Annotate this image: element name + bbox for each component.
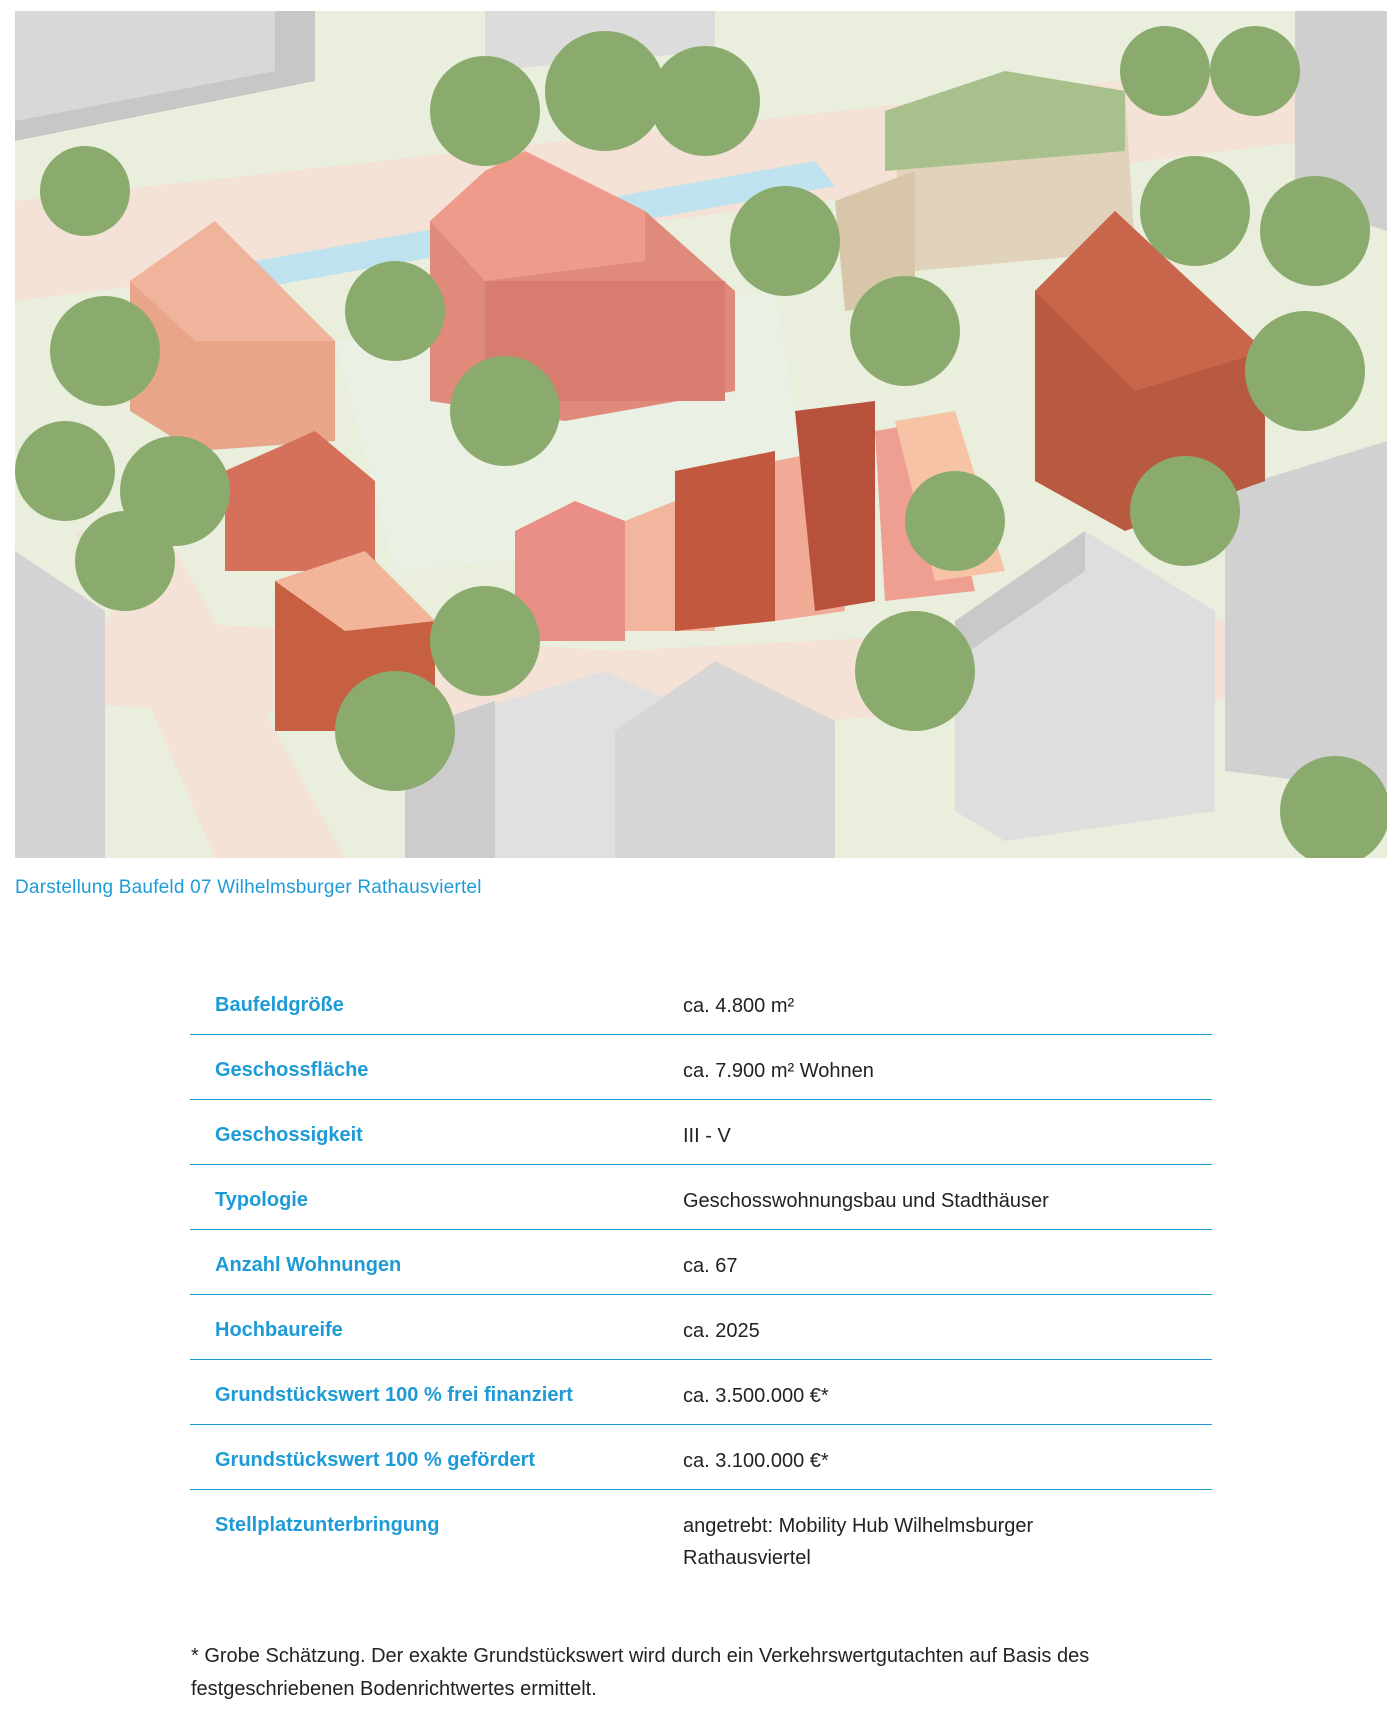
illustration-svg: [15, 11, 1387, 858]
table-row: [190, 1035, 1212, 1100]
footnote: * Grobe Schätzung. Der exakte Grundstückswert wird durch ein Verkehrswertgutachten auf Basis des festgeschriebenen Bodenrichtwertes ermittelt.: [191, 1645, 1090, 1700]
fact-value: ca. 67: [683, 1255, 738, 1277]
table-row: [190, 1165, 1212, 1230]
fact-label: Hochbaureife: [215, 1319, 343, 1341]
fact-label: Typologie: [215, 1189, 308, 1211]
aerial-illustration: [15, 11, 1387, 858]
fact-value: III - V: [683, 1125, 731, 1147]
figure-caption: Darstellung Baufeld 07 Wilhelmsburger Rathausviertel: [15, 877, 482, 898]
fact-value: angetrebt: Mobility Hub Wilhelmsburger Rathausviertel: [683, 1515, 1034, 1569]
fact-value: ca. 3.100.000 €*: [683, 1450, 829, 1472]
fact-value: ca. 3.500.000 €*: [683, 1385, 829, 1407]
table-row: [190, 1490, 1212, 1586]
fact-label: Grundstückswert 100 % frei finanziert: [215, 1384, 573, 1406]
fact-label: Anzahl Wohnungen: [215, 1254, 402, 1276]
fact-value: ca. 7.900 m² Wohnen: [683, 1060, 874, 1082]
table-row: [190, 1360, 1212, 1425]
fact-label: Baufeldgröße: [215, 994, 344, 1016]
fact-label: Geschossfläche: [215, 1059, 369, 1081]
fact-label: Grundstückswert 100 % gefördert: [215, 1449, 536, 1471]
table-row: [190, 1425, 1212, 1490]
facts-table: [190, 970, 1212, 1586]
table-row: [190, 1230, 1212, 1295]
fact-label: Stellplatzunterbringung: [215, 1514, 440, 1536]
fact-value: ca. 2025: [683, 1320, 760, 1342]
fact-value: Geschosswohnungsbau und Stadthäuser: [683, 1190, 1049, 1212]
table-row: [190, 970, 1212, 1035]
fact-value: ca. 4.800 m²: [683, 995, 795, 1017]
table-row: [190, 1100, 1212, 1165]
fact-label: Geschossigkeit: [215, 1124, 363, 1146]
table-row: [190, 1295, 1212, 1360]
